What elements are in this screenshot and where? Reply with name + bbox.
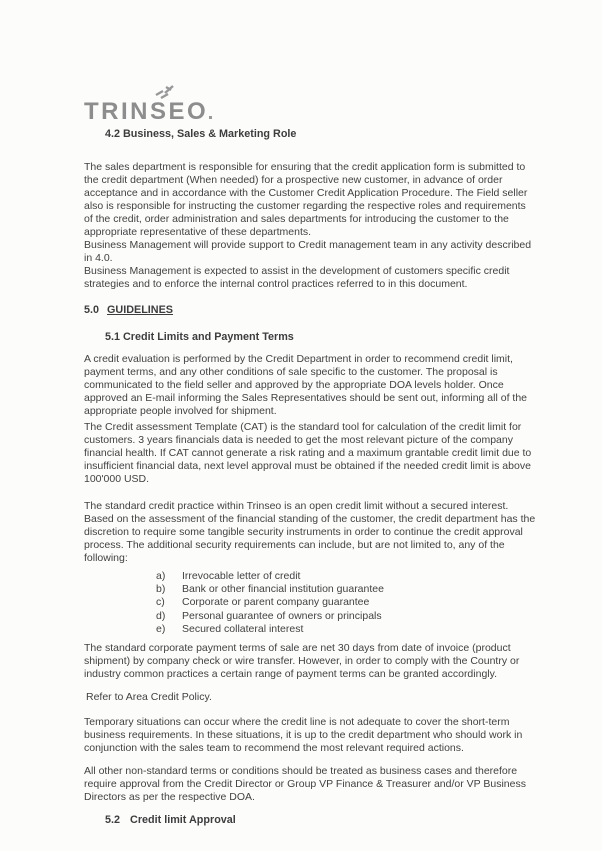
list-item-text: Irrevocable letter of credit bbox=[182, 570, 301, 582]
document-content bbox=[84, 80, 536, 827]
heading-5-0-title: GUIDELINES bbox=[107, 304, 174, 316]
paragraph-business-management-support: Business Management will provide support to Credit management team in any activity described in 4.0. bbox=[84, 239, 532, 264]
list-item bbox=[156, 623, 536, 636]
list-item-marker: a) bbox=[156, 570, 166, 582]
list-item-marker: b) bbox=[156, 583, 166, 596]
paragraph-credit-evaluation: A credit evaluation is performed by the Credit Department in order to recommend credit limit, payment terms, and any other conditions of sale specific to the customer. The proposal is communicated to the field seller and approved by the appropriate DOA levels holder. Once approved an E-mail informing the Sales Representatives should be sent out, informing all of the appropriate people involved for shipment. bbox=[84, 353, 527, 417]
paragraph-business-management-assist: Business Management is expected to assist in the development of customers specific credit strategies and to enforce the internal control practices referred to in this document. bbox=[84, 265, 510, 290]
list-item-marker: c) bbox=[156, 596, 165, 609]
list-item-text: Corporate or parent company guarantee bbox=[182, 596, 370, 609]
list-item-marker: d) bbox=[156, 609, 166, 622]
list-item bbox=[156, 570, 536, 583]
heading-5-0-guidelines bbox=[84, 304, 536, 317]
heading-5-2-credit-limit-approval bbox=[105, 814, 536, 827]
heading-5-1-credit-limits-payment-terms: 5.1 Credit Limits and Payment Terms bbox=[105, 331, 294, 343]
heading-5-0-number: 5.0 bbox=[84, 304, 100, 316]
list-item-text: Personal guarantee of owners or principals bbox=[182, 609, 382, 622]
trinseo-logo-dot bbox=[209, 116, 212, 119]
paragraph-payment-terms: The standard corporate payment terms of sale are net 30 days from date of invoice (product shipment) by company check or wire transfer. However, in order to comply with the Country or industry common practices a certain range of payment terms can be granted accordingly. bbox=[84, 642, 520, 681]
heading-5-2-number: 5.2 bbox=[105, 814, 121, 827]
trinseo-logo bbox=[84, 80, 536, 124]
paragraph-sales-department: The sales department is responsible for ensuring that the credit application form is submitted to the credit department (When needed) for a prospective new customer, in advance of order acceptance and in accordance with the Customer Credit Application Procedure. The Field seller also is responsible for instructing the customer regarding the respective roles and requirements of the credit, order administration and sales departments for introducing the customer to the appropriate representative of these departments. bbox=[84, 161, 528, 238]
list-item-text: Secured collateral interest bbox=[182, 622, 304, 635]
trinseo-arrow-icon bbox=[148, 80, 182, 100]
paragraph-credit-practice: The standard credit practice within Trinseo is an open credit limit without a secured interest. Based on the assessment of the financial standing of the customer, the credit department has the discretion to require some tangible security instruments in order to continue the credit approval process. The additional security requirements can include, but are not limited to, any of the following: bbox=[84, 500, 536, 564]
list-item bbox=[156, 583, 536, 596]
list-item-marker: e) bbox=[156, 622, 166, 635]
paragraph-cat-tool: The Credit assessment Template (CAT) is the standard tool for calculation of the credit limit for customers. 3 years financials data is needed to get the most relevant picture of the company financial health. If CAT cannot generate a risk rating and a maximum grantable credit limit due to insufficient financial data, next level approval must be obtained if the needed credit limit is above 100'000 USD. bbox=[84, 421, 532, 485]
paragraph-non-standard-terms: All other non-standard terms or conditions should be treated as business cases and therefore require approval from the Credit Director or Group VP Finance & Treasurer and/or VP Business Directors as per the respective DOA. bbox=[84, 765, 526, 804]
heading-4-2-business-sales-marketing-role: 4.2 Business, Sales & Marketing Role bbox=[105, 128, 297, 140]
security-instruments-list bbox=[84, 570, 536, 636]
list-item-text: Bank or other financial institution guarantee bbox=[182, 583, 384, 596]
paragraph-temporary-situations: Temporary situations can occur where the credit line is not adequate to cover the short-term business requirements. In these situations, it is up to the credit department who should work in conjunction with the sales team to recommend the most relevant required actions. bbox=[84, 716, 523, 755]
list-item bbox=[156, 610, 536, 623]
trinseo-logo-text: TRINSEO bbox=[84, 98, 209, 125]
paragraph-refer-area-credit-policy: Refer to Area Credit Policy. bbox=[86, 691, 212, 704]
list-item bbox=[156, 596, 536, 609]
heading-5-2-title: Credit limit Approval bbox=[130, 814, 236, 827]
section-4-2-body bbox=[84, 161, 536, 291]
